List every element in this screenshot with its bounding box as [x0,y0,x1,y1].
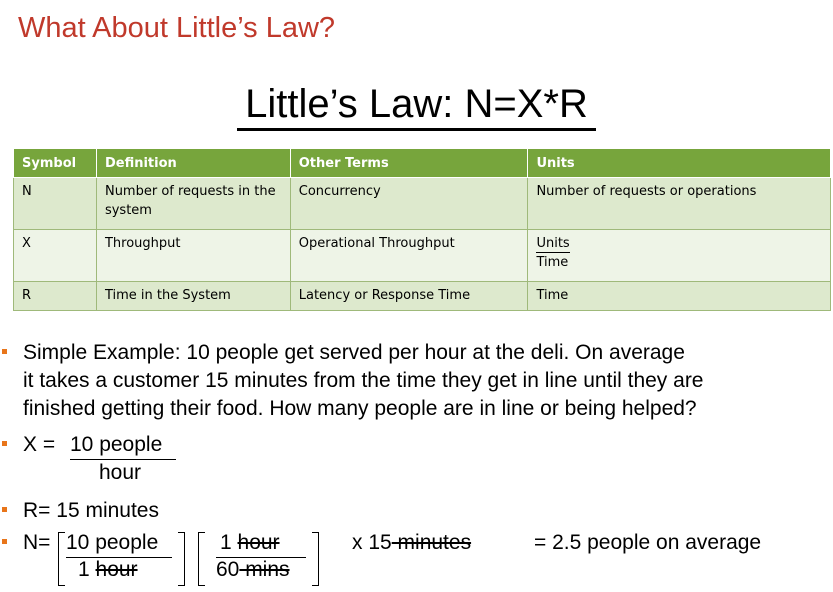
bracket-right [178,532,185,586]
header-symbol: Symbol [14,149,97,178]
times-minutes: x 15 minutes [352,531,472,554]
x-denominator: hour [99,461,142,484]
cell-definition: Throughput [96,230,290,282]
n-prefix: N= [23,531,51,554]
bullet-marker [2,539,7,544]
cell-other-terms: Latency or Response Time [290,282,528,311]
cell-symbol: N [14,178,97,230]
law-heading [0,82,833,131]
cell-units: Time [528,282,831,311]
table-header-row [14,149,831,178]
bracket-right [312,532,319,586]
example-line-3: finished getting their food. How many people are in line or being helped? [23,397,697,420]
bullet-marker [2,441,7,446]
cell-definition: Number of requests in the system [96,178,290,230]
little-law-table [13,148,831,311]
cell-definition: Time in the System [96,282,290,311]
table-row [14,230,831,282]
units-numerator: Units [536,236,570,251]
f2-numerator: 1 hour [220,531,280,554]
table-row [14,282,831,311]
bracket-left [58,532,65,586]
cell-units: Number of requests or operations [528,178,831,230]
f1-denominator: 1 hour [78,558,138,581]
header-units: Units [528,149,831,178]
x-numerator: 10 people [70,433,163,456]
cell-other-terms: Concurrency [290,178,528,230]
f1-numerator: 10 people [66,531,159,554]
bullet-n-calculation [0,530,833,590]
example-line-2: it takes a customer 15 minutes from the time they get in line until they are [23,369,704,392]
cell-symbol: R [14,282,97,311]
cell-other-terms: Operational Throughput [290,230,528,282]
table-row [14,178,831,230]
bracket-left [198,532,205,586]
cell-symbol: X [14,230,97,282]
x-prefix: X = [23,433,56,456]
result: = 2.5 people on average [534,531,762,554]
f2-denominator: 60 mins [216,558,290,581]
example-line-1: Simple Example: 10 people get served per hour at the deli. On average [23,341,685,364]
slide-title: What About Little’s Law? [18,12,336,44]
bullet-marker [2,507,7,512]
r-line: R= 15 minutes [23,499,159,522]
bullet-marker [2,349,7,354]
header-definition: Definition [96,149,290,178]
law-heading-text: Little’s Law: N=X*R [237,82,596,131]
units-denominator: Time [536,255,569,270]
header-other-terms: Other Terms [290,149,528,178]
cell-units [528,230,831,282]
